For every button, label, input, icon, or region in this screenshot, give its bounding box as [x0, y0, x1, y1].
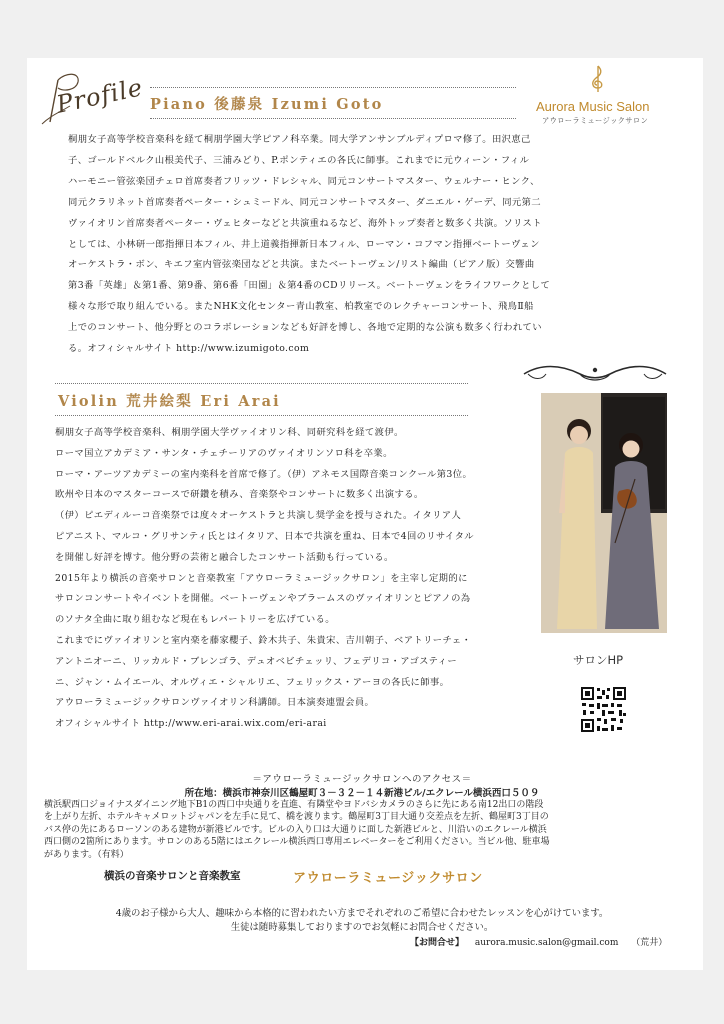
- violin-bio-line: （伊）ピエディルーコ音楽祭では度々オーケストラと共演し奨学金を授与された。イタリア人: [55, 510, 462, 522]
- access-line: があります。（有料）: [44, 849, 129, 860]
- piano-bio-line: ハーモニー管弦楽団チェロ首席奏者フリッツ・ドレシャル、同元コンサートマスター、ウェルナー・ヒンク、: [68, 175, 540, 187]
- piano-bio-line: 桐朋女子高等学校音楽科を経て桐朋学園大学ピアノ科卒業。同大学アンサンブルディプロマ修了。田沢恵己: [68, 134, 531, 145]
- violin-bio-line: ローマ国立アカデミア・サンタ・チェチーリアのヴァイオリンソロ科を卒業。: [55, 447, 393, 459]
- piano-bio-line: る。オフィシャルサイト http://www.izumigoto.com: [68, 343, 310, 355]
- piano-bio-line: 上でのコンサート、他分野とのコラボレーションなども好評を博し、各地で定期的な公演も数多く行われてい: [68, 322, 542, 334]
- piano-bio-line: 同元クラリネット首席奏者ペーター・シュミードル、同元コンサートマスター、ダニエル・ゲーデ、同元第二: [68, 196, 542, 208]
- violin-bio-line: 欧州や日本のマスターコースで研鑽を積み、音楽祭やコンサートに数多く出演する。: [55, 489, 424, 501]
- salon-hp-qr-code[interactable]: [580, 686, 627, 733]
- ornament-divider: [520, 362, 670, 386]
- violin-bio-line: ピアニスト、マルコ・グリサンティ氏とはイタリア、日本で共演を重ね、日本で4回のリサイタル: [55, 530, 475, 542]
- violin-bio: [55, 423, 535, 735]
- access-line: バス停の先にあるローソンのある建物が新港ビルです。ビルの入り口は大通りに面した新港ビルと、川沿いのエクレール横浜: [44, 824, 547, 835]
- piano-bio-line: 様々な形で取り組んでいる。またNHK文化センター青山教室、柏教室でのレクチャーコンサート、飛鳥Ⅱ船: [68, 301, 534, 313]
- footer-salon-name: アウローラミュージックサロン: [293, 871, 483, 886]
- access-address: 所在地：横浜市神奈川区鶴屋町３－３２－１４新港ビル/エクレール横浜西口５０９: [184, 788, 540, 799]
- performers-photo: [541, 393, 667, 633]
- piano-section-title: Piano 後藤泉 Izumi Goto: [150, 96, 384, 113]
- violin-bio-line: のソナタ全曲に取り組むなど現在もレパートリーを広げている。: [55, 614, 335, 626]
- violin-bio-line: これまでにヴァイオリンと室内楽を藤家櫻子、鈴木共子、朱貴宋、吉川朝子、ベアトリーチェ・: [55, 634, 472, 646]
- brand-name-jp: アウローラミュージックサロン: [542, 116, 649, 125]
- piano-title-rule-top: [150, 87, 516, 88]
- scroll-ornament-icon: [520, 362, 670, 386]
- performers-illustration: [541, 393, 667, 633]
- access-line: 西口側の2箇所にあります。サロンのある5階にはエクレール横浜西口専用エレベーターをご利用ください。当ビル他、駐車場: [44, 837, 550, 848]
- profile-script-logo: [36, 66, 146, 130]
- violin-bio-line: アントニオーニ、リッカルド・ブレンゴラ、デュオベビチェッリ、フェデリコ・アゴスティー: [55, 655, 458, 667]
- violin-bio-line: オフィシャルサイト http://www.eri-arai.wix.com/eri-arai: [55, 718, 327, 730]
- violin-title-rule-top: [55, 383, 468, 384]
- piano-bio-line: 第3番「英雄」＆第1番、第9番、第6番「田園」＆第4番のCDリリース。ベートーヴェンをライフワークとして: [68, 280, 551, 292]
- access-line: 横浜駅西口ジョイナスダイニング地下B1の西口中央通りを直進、有隣堂やヨドバシカメラのさらに先にある南12出口の階段: [44, 800, 544, 810]
- violin-title-rule-bottom: [55, 415, 468, 416]
- piano-bio: [68, 130, 648, 360]
- qr-code-icon: [580, 686, 627, 733]
- contact-name: （荒井）: [631, 938, 668, 948]
- violin-bio-line: ローマ・アーツアカデミーの室内楽科を首席で修了。（伊）アネモス国際音楽コンクール第3位。: [55, 468, 473, 480]
- violin-bio-line: 2015年より横浜の音楽サロンと音楽教室「アウローラミュージックサロン」を主宰し定期的に: [55, 572, 468, 584]
- footer-lesson-line-1: 4歳のお子様から大人、趣味から本格的に習われたい方までそれぞれのご希望に合わせたレッスンを心がけています。: [115, 908, 609, 919]
- contact-email[interactable]: aurora.music.salon@gmail.com: [474, 938, 619, 948]
- violin-bio-line: ニ、ジャン・ムイエール、オルヴィエ・シャルリエ、フェリックス・アーヨの各氏に師事。: [55, 676, 450, 688]
- piano-bio-line: としては、小林研一郎指揮日本フィル、井上道義指揮新日本フィル、ローマン・コフマン指揮ベートーヴェン: [68, 238, 540, 250]
- access-heading: ＝アウローラミュージックサロンへのアクセス＝: [252, 774, 472, 785]
- access-line: を上がり左折、ホテルキャメロットジャパンを左手に見て、橋を渡ります。鶴屋町3丁目大通り交差点を左折、鶴屋町3丁目の: [44, 812, 549, 823]
- violin-bio-line: アウローラミュージックサロンヴァイオリン科講師。日本演奏連盟会員。: [55, 697, 375, 709]
- violin-bio-line: サロンコンサートやイベントを開催。ベートーヴェンやブラームスのヴァイオリンとピアノの為: [55, 593, 471, 605]
- aurora-logo: [520, 64, 680, 126]
- violin-section-title: Violin 荒井絵梨 Eri Arai: [58, 393, 281, 410]
- treble-clef-icon: [588, 64, 608, 94]
- contact-row: [410, 935, 667, 948]
- violin-bio-line: を開催し好評を博す。他分野の芸術と融合したコンサート活動も行っている。: [55, 551, 394, 563]
- brand-name-en: Aurora Music Salon: [536, 99, 650, 114]
- access-directions: [44, 799, 684, 861]
- piano-bio-line: 子、ゴールドベルク山根美代子、三浦みどり、P.ポンティエの各氏に師事。これまでに元ウィーン・フィル: [68, 154, 530, 166]
- piano-title-rule-bottom: [150, 118, 516, 119]
- violin-bio-line: 桐朋女子高等学校音楽科、桐朋学園大学ヴァイオリン科、同研究科を経て渡伊。: [55, 427, 404, 438]
- footer-tagline: 横浜の音楽サロンと音楽教室: [104, 870, 241, 882]
- piano-bio-line: オーケストラ・ボン、キエフ室内管弦楽団などと共演。またベートーヴェン/リスト編曲（ピアノ版）交響曲: [68, 259, 535, 271]
- footer-lesson-line-2: 生徒は随時募集しておりますのでお気軽にお問合せください。: [230, 922, 494, 933]
- contact-label: 【お問合せ】: [410, 938, 465, 948]
- salon-hp-label: サロンHP: [573, 653, 624, 667]
- profile-script-text: Profile: [54, 73, 146, 119]
- piano-bio-line: ヴァイオリン首席奏者ペーター・ヴェヒターなどと共演重ねるなど、海外トップ奏者と数多く共演。ソリスト: [68, 217, 542, 229]
